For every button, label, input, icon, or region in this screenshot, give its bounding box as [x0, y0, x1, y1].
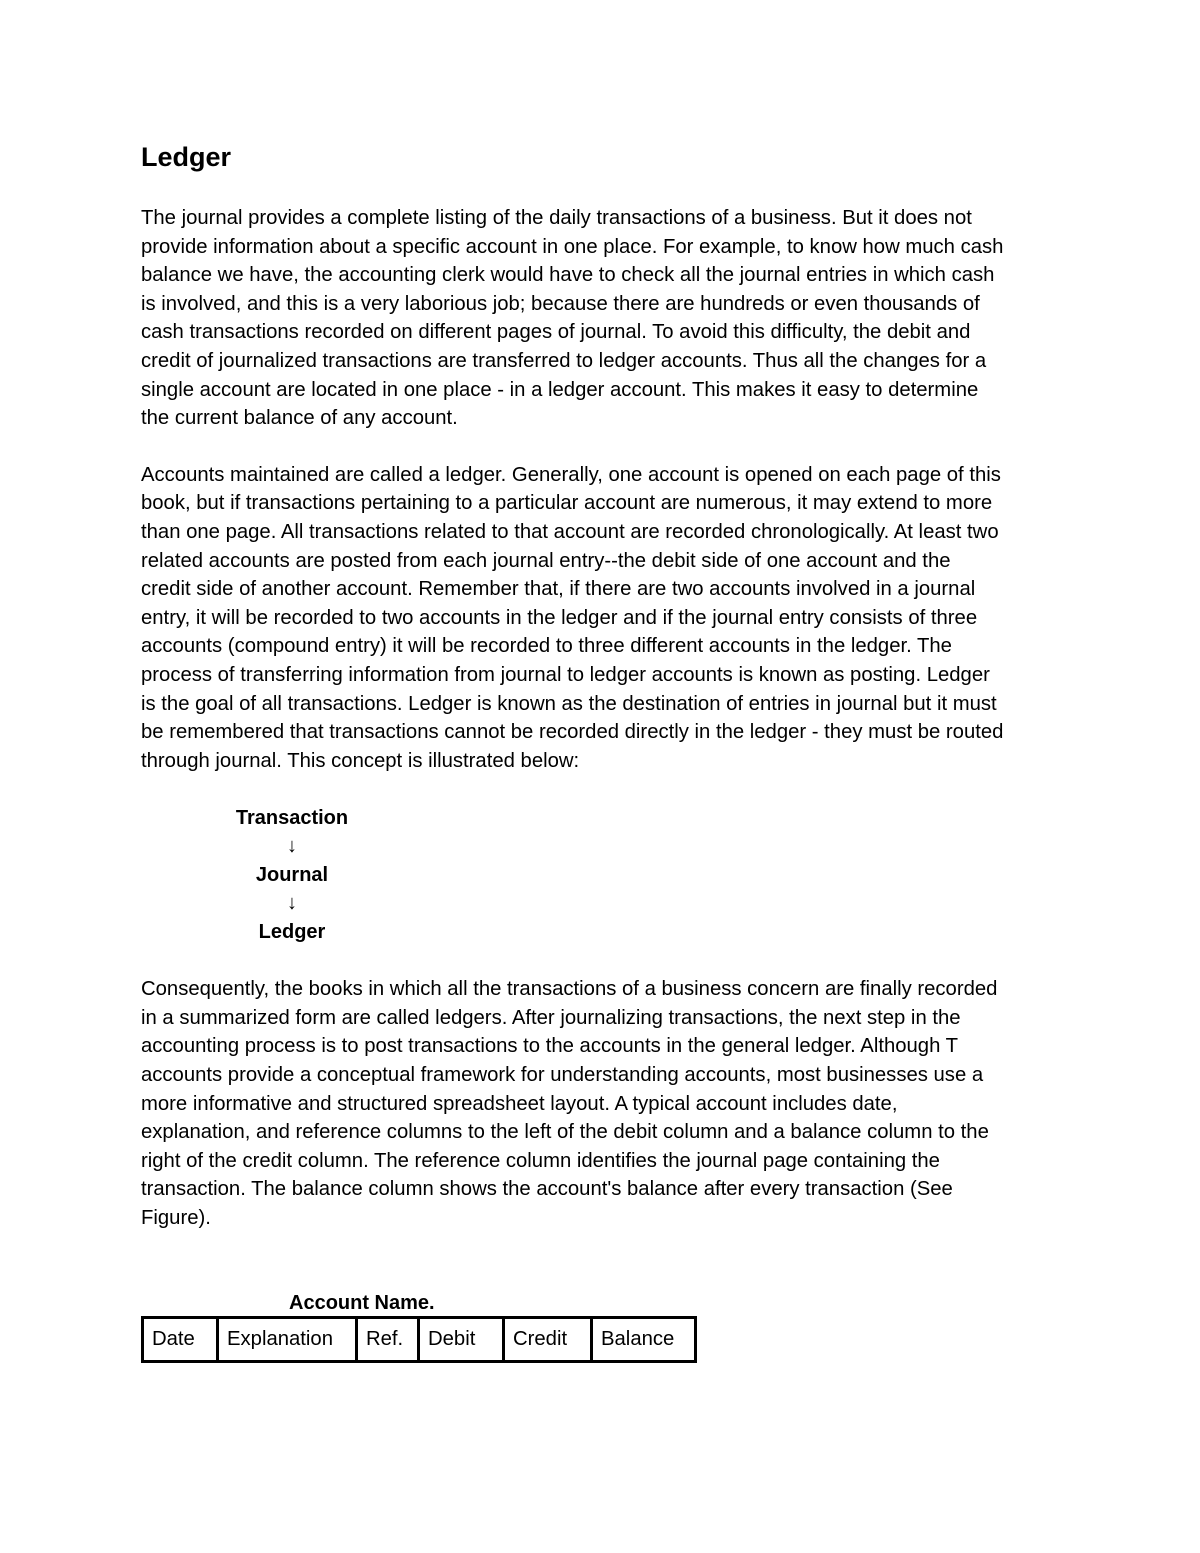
text-line: balance we have, the accounting clerk would have to check all the journal entries in which cash	[141, 264, 995, 287]
text-line: right of the credit column. The reference column identifies the journal page containing the	[141, 1149, 940, 1172]
text-line: entry, it will be recorded to two accounts in the ledger and if the journal entry consists of three	[141, 606, 978, 629]
ledger-account-table	[141, 1316, 697, 1363]
page-title: Ledger	[141, 142, 232, 172]
text-line: the current balance of any account.	[141, 407, 458, 430]
text-line: The journal provides a complete listing of the daily transactions of a business. But it does not	[141, 207, 972, 229]
text-line: provide information about a specific account in one place. For example, to know how much cash	[141, 235, 1004, 258]
text-line: accounts (compound entry) it will be recorded to three different accounts in the ledger. The	[141, 635, 952, 658]
text-line: Consequently, the books in which all the transactions of a business concern are finally recorded	[141, 978, 998, 1001]
text-line: more informative and structured spreadsheet layout. A typical account includes date,	[141, 1092, 898, 1115]
column-header-explanation: Explanation	[218, 1318, 357, 1362]
text-line: explanation, and reference columns to the left of the debit column and a balance column to the	[141, 1121, 989, 1144]
text-line: than one page. All transactions related to that account are recorded chronologically. At least two	[141, 520, 999, 543]
account-name-caption: Account Name.	[289, 1292, 435, 1314]
paragraph-accounts-ledger	[141, 461, 1071, 776]
posting-flow-diagram	[232, 804, 352, 946]
text-line: transaction. The balance column shows the account's balance after every transaction (See	[141, 1178, 953, 1201]
paragraph-ledger-summary	[141, 975, 1071, 1232]
column-header-credit: Credit	[504, 1318, 592, 1362]
flow-step-transaction: Transaction	[235, 807, 349, 829]
column-header-ref: Ref.	[357, 1318, 419, 1362]
text-line: is involved, and this is a very laborious job; because there are hundreds or even thousands of	[141, 292, 980, 315]
text-line: single account are located in one place - in a ledger account. This makes it easy to determine	[141, 378, 979, 401]
text-line: book, but if transactions pertaining to a particular account are numerous, it may extend to more	[141, 492, 993, 515]
text-line: accounts provide a conceptual framework for understanding accounts, most businesses use a	[141, 1064, 984, 1087]
table-header-row	[143, 1318, 696, 1362]
down-arrow-icon: ↓	[287, 835, 297, 858]
column-header-balance: Balance	[592, 1318, 696, 1362]
flow-step-journal: Journal	[255, 863, 329, 886]
text-line: process of transferring information from journal to ledger accounts is known as posting. Ledger	[141, 663, 990, 686]
text-line: accounting process is to post transactions to the accounts in the general ledger. Although T	[141, 1035, 959, 1058]
text-line: credit side of another account. Remember that, if there are two accounts involved in a journal	[141, 578, 976, 601]
paragraph-journal-overview	[141, 204, 1071, 433]
document-page	[141, 138, 1071, 1350]
text-line: is the goal of all transactions. Ledger is known as the destination of entries in journal but it must	[141, 692, 997, 715]
column-header-date: Date	[143, 1318, 218, 1362]
text-line: Accounts maintained are called a ledger. Generally, one account is opened on each page of this	[141, 463, 1001, 486]
text-line: through journal. This concept is illustrated below:	[141, 749, 580, 772]
text-line: in a summarized form are called ledgers. After journalizing transactions, the next step in the	[141, 1006, 961, 1029]
text-line: be remembered that transactions cannot be recorded directly in the ledger - they must be routed	[141, 721, 1004, 744]
text-line: cash transactions recorded on different pages of journal. To avoid this difficulty, the debit and	[141, 321, 971, 344]
down-arrow-icon: ↓	[287, 892, 297, 915]
text-line: related accounts are posted from each journal entry--the debit side of one account and the	[141, 549, 951, 572]
flow-step-ledger: Ledger	[258, 920, 326, 943]
column-header-debit: Debit	[419, 1318, 504, 1362]
text-line: credit of journalized transactions are transferred to ledger accounts. Thus all the changes for a	[141, 349, 987, 372]
text-line: Figure).	[141, 1207, 211, 1230]
